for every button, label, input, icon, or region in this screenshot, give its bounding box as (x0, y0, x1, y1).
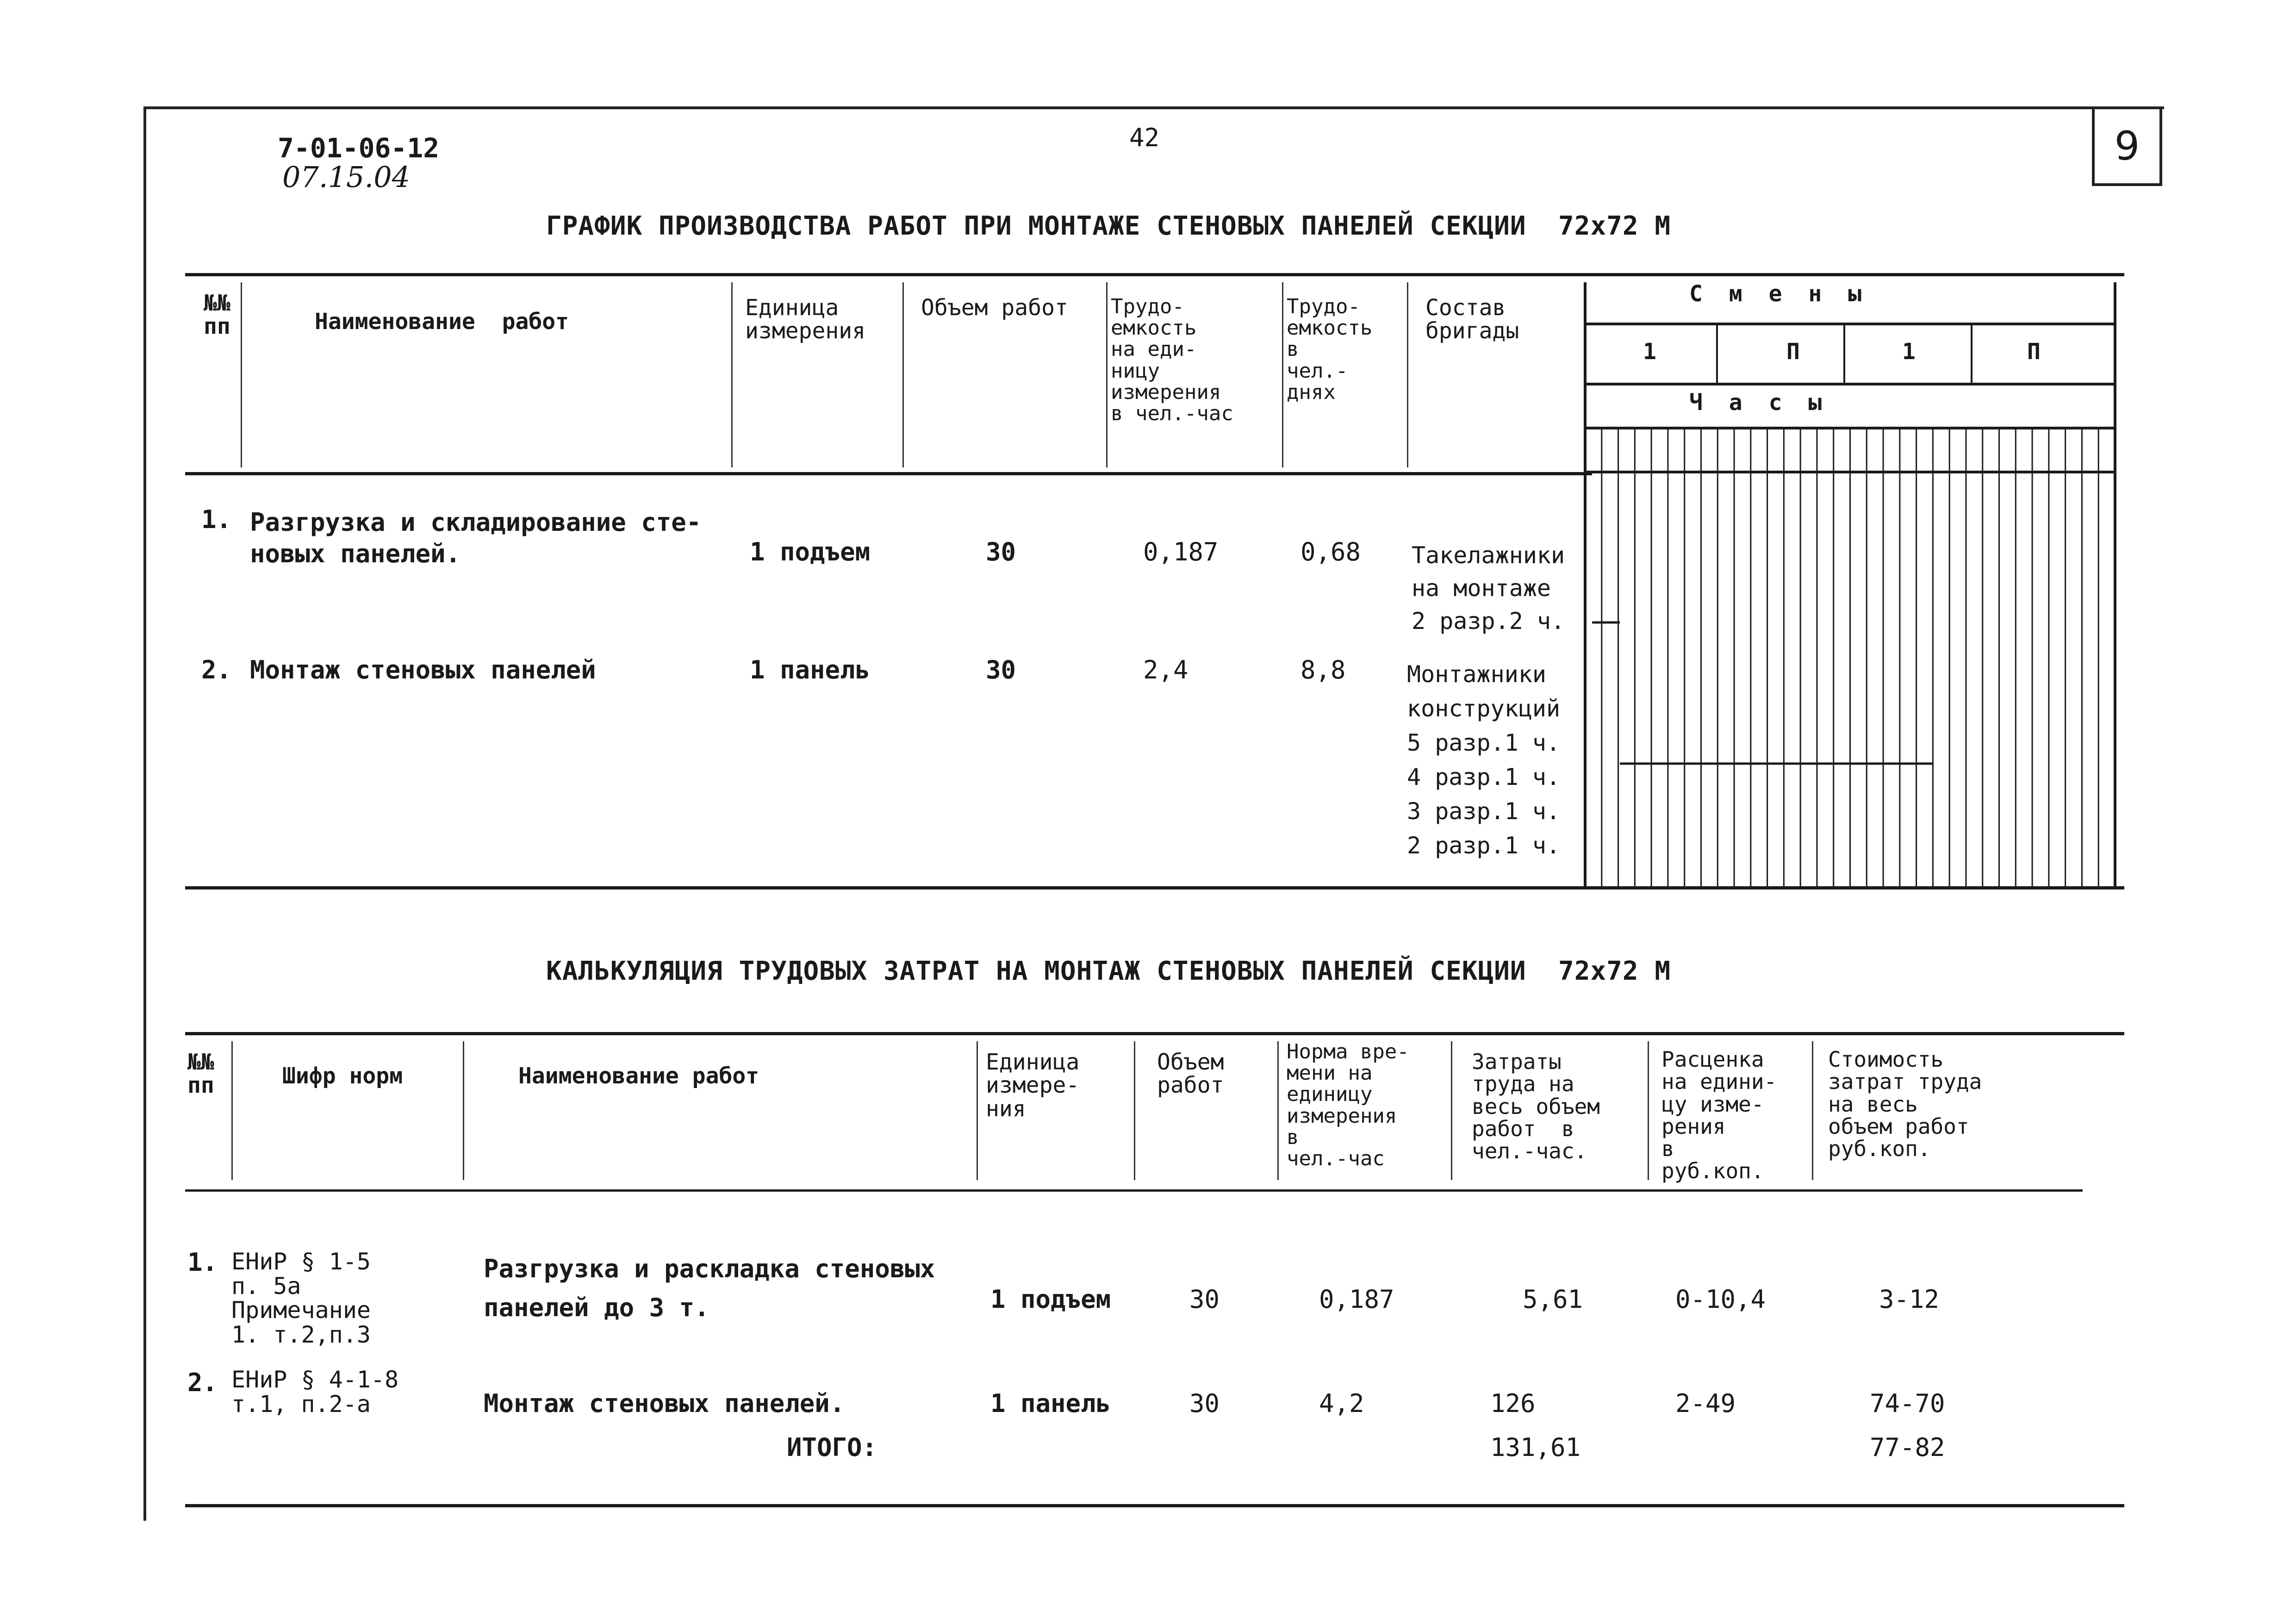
calc-col-norm-header: Норма вре- мени на единицу измерения в чел.-час (1287, 1040, 1409, 1170)
calc-row-2-code: ЕНиР § 4-1-8 т.1, п.2-а (231, 1366, 399, 1418)
calc-row-2-volume: 30 (1189, 1389, 1220, 1418)
col-sep (1451, 1041, 1452, 1180)
sheet-number: 9 (2092, 106, 2162, 186)
col-num-header: №№ пп (204, 290, 230, 340)
document-code: 7-01-06-12 (278, 132, 440, 164)
calc-total-label: ИТОГО: (787, 1433, 877, 1462)
shifts-header: С м е н ы (1689, 281, 1868, 307)
col-sep (1277, 1041, 1279, 1180)
calc-col-total-header: Стоимость затрат труда на весь объем работ руб.коп. (1828, 1047, 1982, 1162)
calc-row-2-cost-labor: 126 (1490, 1389, 1536, 1418)
calc-row-2-name: Монтаж стеновых панелей. (484, 1389, 845, 1418)
calc-row-1-cost-labor: 5,61 (1523, 1285, 1583, 1314)
schedule-row-1-labor-unit: 0,187 (1143, 537, 1219, 566)
schedule-row-2-unit: 1 панель (750, 655, 871, 684)
calc-col-cost-labor-header: Затраты труда на весь объем работ в чел.-час. (1472, 1049, 1600, 1164)
calc-total-total: 77-82 (1870, 1433, 1945, 1462)
col-sep (463, 1041, 464, 1180)
calc-row-2-total: 74-70 (1870, 1389, 1945, 1418)
schedule-title: ГРАФИК ПРОИЗВОДСТВА РАБОТ ПРИ МОНТАЖЕ СТЕНОВЫХ ПАНЕЛЕЙ СЕКЦИИ 72x72 М (546, 211, 1671, 241)
schedule-row-1-labor-days: 0,68 (1300, 537, 1361, 566)
schedule-row-2-crew: Монтажники конструкций 5 разр.1 ч. 4 разр.1 ч. 3 разр.1 ч. 2 разр.1 ч. (1407, 661, 1561, 859)
col-name-header: Наименование работ (315, 309, 569, 335)
calc-bottom-rule (185, 1504, 2124, 1507)
calc-col-volume-header: Объем работ (1157, 1049, 1224, 1099)
calc-top-rule (185, 1032, 2124, 1035)
schedule-row-2-volume: 30 (986, 655, 1016, 684)
schedule-row-2-name: Монтаж стеновых панелей (250, 655, 596, 684)
calc-col-rate-header: Расценка на едини- цу изме- рения в руб.коп. (1661, 1047, 1777, 1184)
col-unit-header: Единица измерения (745, 295, 866, 344)
col-labor-unit-header: Трудо- емкость на еди- ницу измерения в чел.-час (1111, 295, 1233, 425)
schedule-row-2-labor-days: 8,8 (1300, 655, 1346, 684)
calc-row-1-code: ЕНиР § 1-5 п. 5а Примечание 1. т.2,п.3 (231, 1248, 371, 1348)
schedule-row-1-volume: 30 (986, 537, 1016, 566)
col-sep (1648, 1041, 1649, 1180)
calc-row-2-num: 2. (187, 1368, 218, 1397)
calc-row-1-rate: 0-10,4 (1675, 1285, 1766, 1314)
calc-header-rule (185, 1189, 2083, 1192)
col-volume-header: Объем работ (921, 295, 1068, 321)
schedule-row-2-labor-unit: 2,4 (1143, 655, 1188, 684)
calc-row-1-unit: 1 подъем (990, 1285, 1111, 1314)
calc-col-name-header: Наименование работ (518, 1063, 759, 1089)
col-sep (231, 1041, 233, 1180)
calc-row-2-rate: 2-49 (1675, 1389, 1736, 1418)
shift-label-4: П (2027, 339, 2041, 365)
calc-row-2-norm: 4,2 (1319, 1389, 1364, 1418)
hours-header: Ч а с ы (1689, 390, 1829, 416)
calc-row-2-unit: 1 панель (990, 1389, 1111, 1418)
schedule-row-1-name: Разгрузка и складирование сте- новых панелей. (250, 508, 702, 568)
calc-col-code-header: Шифр норм (282, 1063, 403, 1089)
calc-row-1-volume: 30 (1189, 1285, 1220, 1314)
calc-row-1-norm: 0,187 (1319, 1285, 1394, 1314)
calc-total-cost-labor: 131,61 (1490, 1433, 1581, 1462)
calc-col-unit-header: Единица измере- ния (986, 1049, 1080, 1122)
shift-label-3: 1 (1902, 339, 1916, 365)
col-sep (1812, 1041, 1813, 1180)
calc-col-num-header: №№ пп (187, 1049, 214, 1099)
col-labor-days-header: Трудо- емкость в чел.- днях (1287, 295, 1373, 404)
calc-row-1-name: Разгрузка и раскладка стеновых панелей до 3 т. (484, 1254, 935, 1322)
schedule-row-1-crew: Такелажники на монтаже 2 разр.2 ч. (1412, 542, 1565, 634)
shift-label-2: П (1786, 339, 1800, 365)
calc-row-1-total: 3-12 (1879, 1285, 1940, 1314)
page-number: 42 (1129, 123, 1160, 152)
handwritten-note: 07.15.04 (282, 160, 411, 194)
schedule-row-2-num: 2. (201, 655, 232, 684)
shift-label-1: 1 (1643, 339, 1656, 365)
col-sep (1134, 1041, 1135, 1180)
calc-row-1-num: 1. (187, 1248, 218, 1277)
calc-title: КАЛЬКУЛЯЦИЯ ТРУДОВЫХ ЗАТРАТ НА МОНТАЖ СТЕНОВЫХ ПАНЕЛЕЙ СЕКЦИИ 72x72 М (546, 956, 1671, 986)
schedule-row-1-num: 1. (201, 505, 232, 534)
col-crew-header: Состав бригады (1425, 295, 1519, 344)
schedule-row-1-unit: 1 подъем (750, 537, 871, 566)
col-sep (977, 1041, 978, 1180)
